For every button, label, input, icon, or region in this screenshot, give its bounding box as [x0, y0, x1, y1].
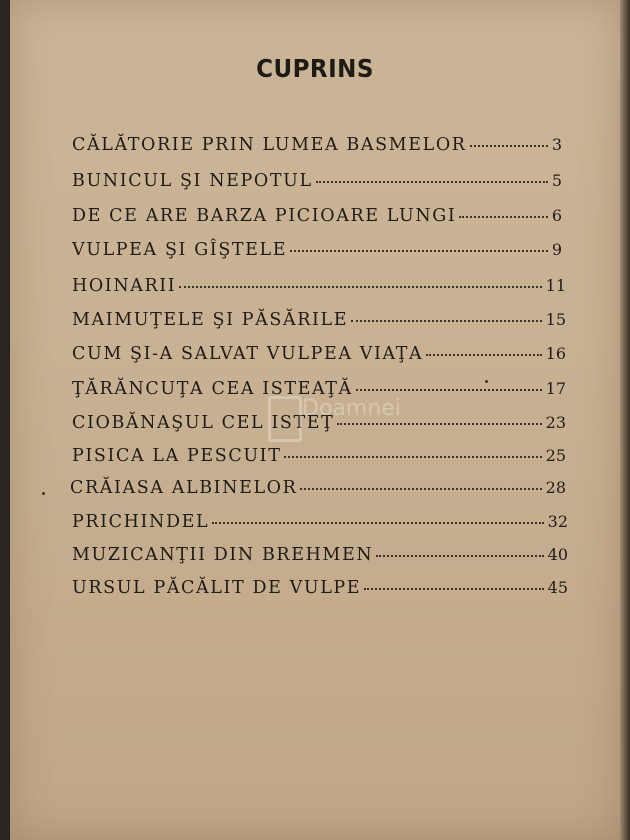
toc-entry-page: 45: [547, 578, 568, 597]
toc-leader-dots: [364, 588, 543, 590]
toc-entry-page: 25: [545, 446, 566, 465]
toc-leader-dots: [316, 181, 548, 183]
toc-entry-title: CUM ŞI-A SALVAT VULPEA VIAŢA: [72, 344, 424, 364]
toc-entry-title: DE CE ARE BARZA PICIOARE LUNGI: [72, 206, 457, 226]
toc-entry-page: 11: [545, 276, 566, 295]
toc-entry: [72, 512, 568, 532]
toc-entry-title: URSUL PĂCĂLIT DE VULPE: [72, 578, 362, 598]
toc-entry: [72, 135, 562, 155]
toc-entry: [72, 276, 566, 296]
toc-entry-page: 17: [545, 379, 566, 398]
toc-entry-title: MAIMUŢELE ŞI PĂSĂRILE: [72, 310, 349, 330]
toc-entry-page: 3: [551, 135, 562, 154]
toc-entry-title: ŢĂRĂNCUŢA CEA ISTEAŢĂ: [72, 379, 353, 399]
toc-entry: [72, 446, 566, 466]
toc-entry-page: 15: [545, 310, 566, 329]
toc-entry-page: 16: [545, 344, 566, 363]
toc-entry-page: 40: [547, 545, 568, 564]
toc-entry: [72, 240, 562, 260]
toc-leader-dots: [459, 216, 547, 218]
toc-entry-page: 5: [551, 171, 562, 190]
toc-entry-page: 32: [547, 512, 568, 531]
toc-leader-dots: [179, 286, 541, 288]
toc-leader-dots: [290, 250, 548, 252]
toc-entry: [72, 310, 566, 330]
toc-entry: [72, 545, 568, 565]
toc-leader-dots: [426, 354, 541, 356]
toc-entry: [72, 171, 562, 191]
watermark-icon: [268, 396, 302, 442]
toc-leader-dots: [376, 555, 543, 557]
page-title: CUPRINS: [256, 54, 374, 83]
toc-entry: [72, 578, 568, 598]
toc-leader-dots: [470, 145, 548, 147]
watermark-logo: [268, 388, 401, 448]
toc-entry: [72, 344, 566, 364]
toc-entry-title: MUZICANŢII DIN BREHMEN: [72, 545, 374, 565]
paper-speck: [485, 380, 488, 383]
toc-entry-title: PRICHINDEL: [72, 512, 210, 532]
toc-entry-page: 9: [551, 240, 562, 259]
toc-entry-page: 23: [545, 413, 566, 432]
toc-entry-page: 28: [545, 478, 566, 497]
toc-entry: [72, 206, 562, 226]
paper-speck: [42, 492, 45, 495]
toc-leader-dots: [284, 456, 541, 458]
toc-entry-title: CRĂIASA ALBINELOR: [70, 478, 298, 498]
toc-leader-dots: [212, 522, 543, 524]
toc-entry-title: HOINARII: [72, 276, 177, 296]
watermark-text: Doamnei: [302, 396, 401, 421]
toc-entry-title: CĂLĂTORIE PRIN LUMEA BASMELOR: [72, 135, 467, 155]
toc-entry-title: VULPEA ŞI GÎŞTELE: [72, 240, 288, 260]
toc-entry-title: PISICA LA PESCUIT: [72, 446, 282, 466]
toc-entry-title: BUNICUL ŞI NEPOTUL: [72, 171, 313, 191]
toc-leader-dots: [300, 488, 541, 490]
toc-entry-title: CIOBĂNAŞUL CEL ISTEŢ: [72, 413, 335, 433]
toc-entry-page: 6: [551, 206, 562, 225]
toc-leader-dots: [351, 320, 542, 322]
toc-entry: [70, 478, 566, 498]
